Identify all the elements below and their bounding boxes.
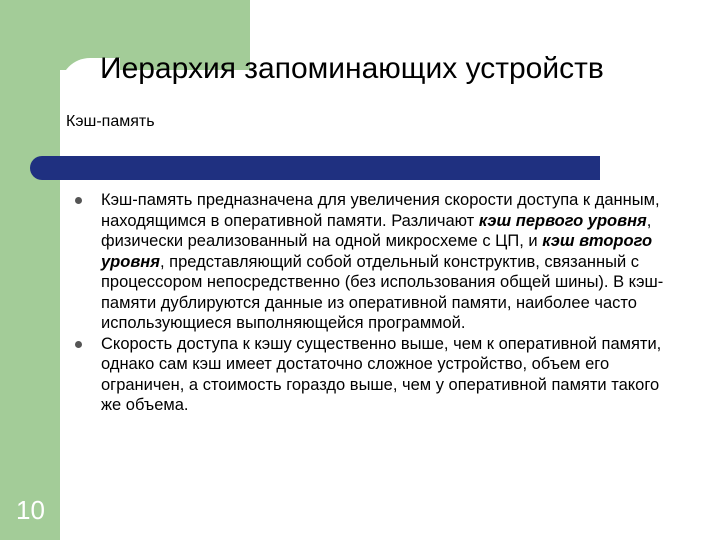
divider-bar <box>30 156 600 180</box>
slide-title: Иерархия запоминающих устройств <box>100 52 604 85</box>
bullet-text-part: , представляющий собой отдельный конструктив, связанный с процессором непосредственно (без использования общей шины). В кэш-памяти дублируются данные из оперативной памяти, наиболее часто использующиеся выполняющейся программой. <box>101 252 664 332</box>
bullet-text: Скорость доступа к кэшу существенно выше, чем к оперативной памяти, однако сам кэш имеет достаточно сложное устройство, объем его ограничен, а стоимость гораздо выше, чем у оперативной памяти такого же объема. <box>101 334 662 414</box>
bullet-dot-icon <box>75 341 82 348</box>
term-l1-cache: кэш первого уровня <box>478 211 647 230</box>
bullet-item <box>75 190 675 334</box>
bullet-text <box>101 191 663 332</box>
left-accent-strip <box>0 0 60 540</box>
bullet-item <box>75 334 675 416</box>
page-number: 10 <box>16 495 45 525</box>
slide-subtitle: Кэш-память <box>66 113 155 130</box>
bullet-dot-icon <box>75 197 82 204</box>
bullet-text-part: , физически реализованный на одной микросхеме с ЦП, и <box>101 211 652 250</box>
bullet-list <box>75 190 675 416</box>
bullet-text-part: Кэш-память предназначена для увеличения скорости доступа к данным, находящимся в оперативной памяти. Различают <box>101 191 660 230</box>
term-l2-cache: кэш второго уровня <box>101 232 653 271</box>
